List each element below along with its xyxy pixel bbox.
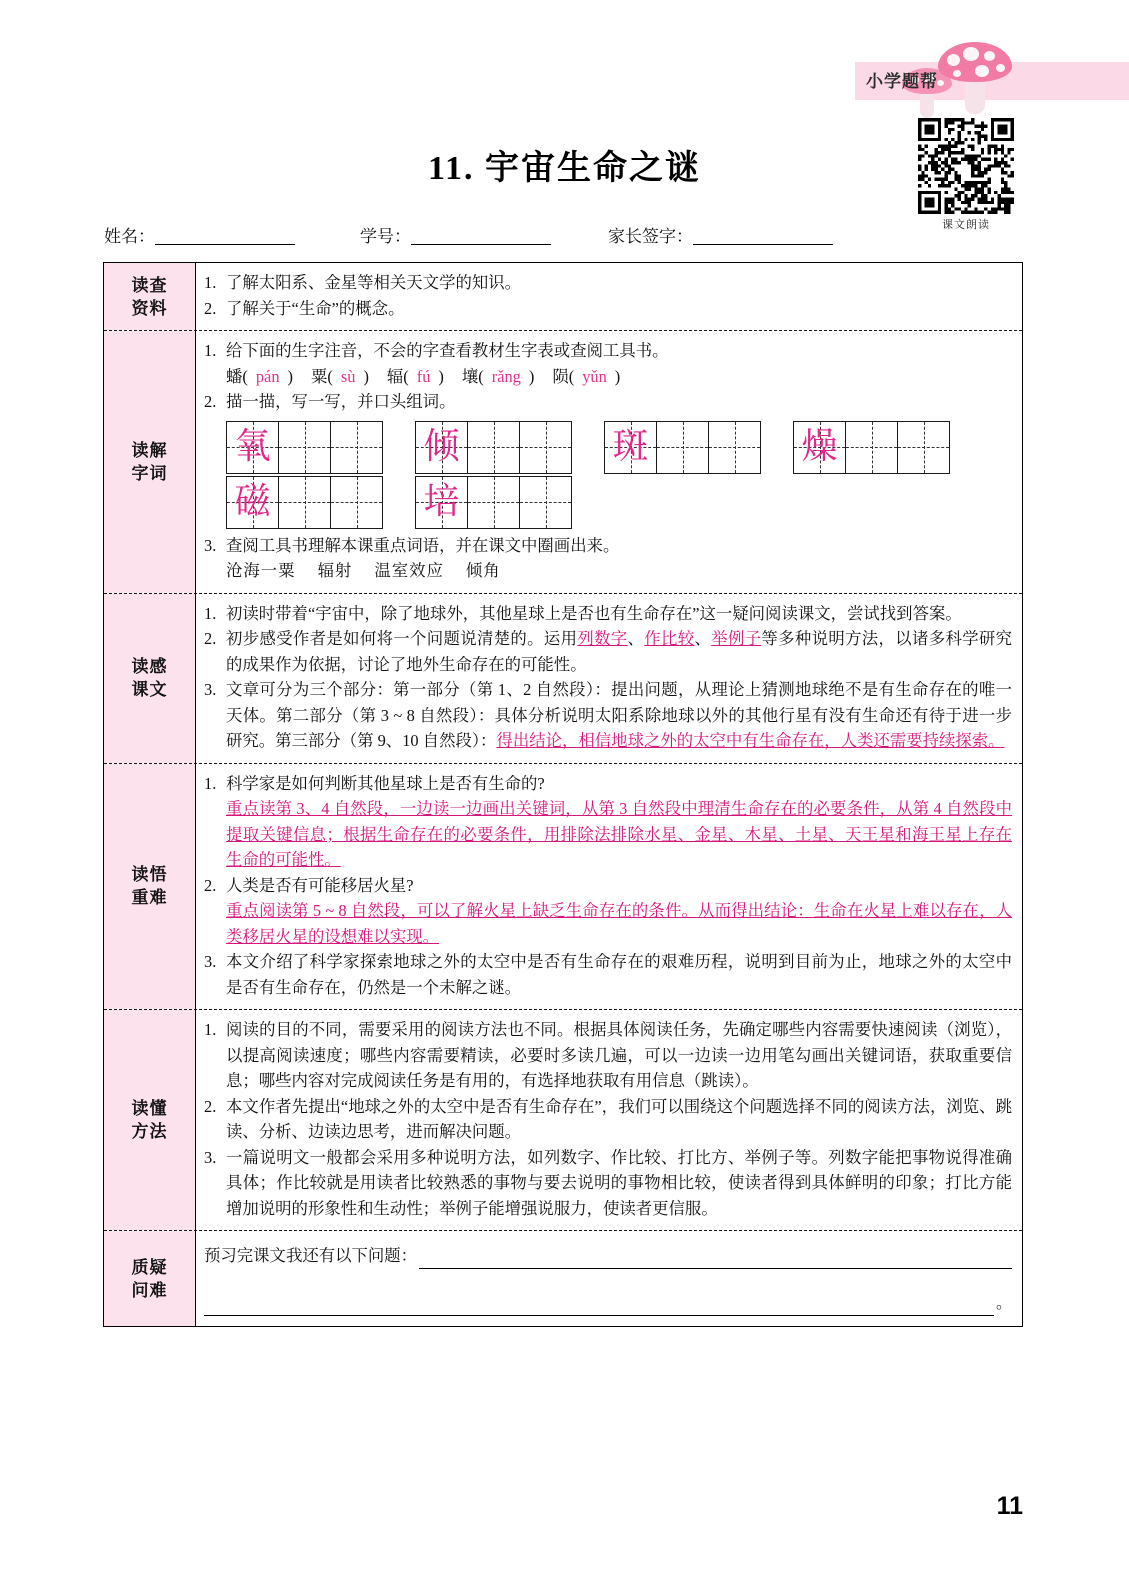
keyword-separator: 、 xyxy=(627,629,645,648)
section-label-line2: 方法 xyxy=(131,1122,168,1141)
section-label-key-points xyxy=(104,764,196,1010)
section-row-key-points xyxy=(104,764,1022,1011)
parent-signature-blank[interactable] xyxy=(693,227,833,245)
section-row-vocabulary xyxy=(104,331,1022,594)
handwritten-answer: 得出结论，相信地球之外的太空中有生命存在，人类还需要持续探索。 xyxy=(496,731,1005,750)
list-item xyxy=(204,873,1012,899)
section-body-read-research xyxy=(196,263,1022,330)
qr-code-caption: 课文朗读 xyxy=(942,219,990,231)
item-number: 1. xyxy=(204,273,217,292)
pinyin-answer: sù xyxy=(340,366,356,386)
character-grid-cell-empty[interactable] xyxy=(708,421,761,474)
character-grid-cell-filled[interactable] xyxy=(793,421,846,474)
pinyin-item[interactable] xyxy=(226,367,293,386)
pinyin-character: 蟠 xyxy=(226,366,243,386)
section-label-line1: 读懂 xyxy=(131,1099,168,1118)
section-label-line2: 课文 xyxy=(131,680,168,699)
pinyin-item[interactable] xyxy=(462,367,534,386)
list-item xyxy=(204,389,1012,415)
section-row-comprehension xyxy=(104,594,1022,764)
item-number: 3. xyxy=(204,1147,217,1167)
item-number: 2. xyxy=(204,392,217,411)
item-number: 3. xyxy=(204,952,217,971)
character-grid-cell-empty[interactable] xyxy=(278,476,331,529)
character-grid-group[interactable] xyxy=(793,421,950,474)
section-label-line1: 读悟 xyxy=(131,865,168,885)
pinyin-paren-open: ( xyxy=(568,366,575,386)
item-text: 本文作者先提出“地球之外的太空中是否有生命存在”，我们可以围绕这个问题选择不同的阅读方法，浏览、跳读、分析、边读边思考，进而解决问题。 xyxy=(226,1096,1012,1141)
section-label-vocabulary xyxy=(104,331,196,593)
section-label-line1: 质疑 xyxy=(131,1257,168,1277)
question-blank-line-1[interactable] xyxy=(419,1251,1012,1269)
item-number: 1. xyxy=(204,1020,217,1039)
character-grid-cell-empty[interactable] xyxy=(519,421,572,474)
section-body-methods xyxy=(196,1010,1022,1230)
key-word: 温室效应 xyxy=(374,561,444,580)
item-number: 3. xyxy=(204,535,217,555)
item-text: 初读时带着“宇宙中，除了地球外，其他星球上是否也有生命存在”这一疑问阅读课文，尝试找到答案。 xyxy=(226,603,962,623)
question-end-period: 。 xyxy=(995,1294,1012,1312)
item-text: 人类是否有可能移居火星? xyxy=(226,875,414,895)
pinyin-paren-open: ( xyxy=(478,366,484,386)
pinyin-paren-open: ( xyxy=(327,366,333,386)
item-text: 一篇说明文一般都会采用多种说明方法，如列数字、作比较、打比方、举例子等。列数字能把事物说得准确具体；作比较就是用读者比较熟悉的事物与要去说明的事物相比较，使读者得到具体鲜明的印象；打比方能增加说明的形象性和生动性；举例子能增强说服力，使读者更信服。 xyxy=(226,1147,1012,1218)
pinyin-character: 粟 xyxy=(311,366,328,386)
list-item xyxy=(204,771,1012,797)
character-grid-group[interactable] xyxy=(604,421,761,474)
item-text-part-a: 初步感受作者是如何将一个问题说清楚的。运用 xyxy=(226,629,578,648)
item-number: 1. xyxy=(204,603,217,623)
item-text: 给下面的生字注音，不会的字查看教材生字表或查阅工具书。 xyxy=(226,341,669,360)
pinyin-answer: rǎng xyxy=(491,366,521,386)
list-item xyxy=(204,677,1012,754)
character-grid-cell-filled[interactable] xyxy=(226,421,279,474)
item-text: 科学家是如何判断其他星球上是否有生命的? xyxy=(226,773,545,793)
key-word-list xyxy=(226,558,1012,584)
character-practice-grids[interactable] xyxy=(226,421,1012,529)
character-grid-cell-empty[interactable] xyxy=(278,421,331,474)
section-label-questions xyxy=(104,1231,196,1326)
list-item xyxy=(204,338,1012,364)
section-label-line2: 资料 xyxy=(131,298,168,318)
list-item xyxy=(204,1145,1012,1222)
section-row-read-research xyxy=(104,263,1022,331)
pinyin-paren-close: ) xyxy=(438,366,444,386)
pinyin-paren-open: ( xyxy=(242,366,248,386)
section-label-line1: 读解 xyxy=(131,440,168,460)
key-word: 倾角 xyxy=(465,561,501,580)
character-glyph: 斑 xyxy=(612,426,649,467)
character-grid-cell-filled[interactable] xyxy=(226,476,279,529)
pinyin-item[interactable] xyxy=(311,367,369,386)
worksheet-table xyxy=(103,262,1023,1327)
character-grid-cell-empty[interactable] xyxy=(519,476,572,529)
question-prompt-line xyxy=(204,1243,1012,1269)
section-label-line1: 读查 xyxy=(131,275,168,295)
brand-label: 小学题帮 xyxy=(866,72,938,91)
item-text: 查阅工具书理解本课重点词语，并在课文中圈画出来。 xyxy=(226,535,620,555)
name-label: 姓名： xyxy=(104,227,155,246)
character-grid-cell-empty[interactable] xyxy=(656,421,709,474)
character-grid-cell-filled[interactable] xyxy=(415,476,468,529)
list-item xyxy=(204,270,1012,296)
pinyin-paren-open: ( xyxy=(403,366,409,386)
item-text xyxy=(226,626,1012,677)
character-glyph: 氧 xyxy=(234,426,271,467)
list-item xyxy=(204,1017,1012,1094)
student-id-field[interactable] xyxy=(360,222,551,247)
question-blank-line-2[interactable] xyxy=(204,1298,994,1316)
character-grid-cell-empty[interactable] xyxy=(845,421,898,474)
item-text xyxy=(226,677,1012,754)
answer-item xyxy=(204,796,1012,873)
character-grid-row-2[interactable] xyxy=(226,476,1012,529)
character-grid-group[interactable] xyxy=(415,421,572,474)
section-label-line2: 问难 xyxy=(131,1280,168,1300)
item-text-body: 文章可分为三个部分：第一部分（第 1、2 自然段）：提出问题，从理论上猜测地球绝不是有生命存在的唯一天体。第二部分（第 3 ~ 8 自然段）：具体分析说明太阳系除地球以外的其他行星有没有生命还有待于进一步研究。第三部分（第 9、10 自然段）： xyxy=(226,680,1012,750)
pinyin-answer: yǔn xyxy=(582,366,607,386)
item-number: 1. xyxy=(204,773,217,793)
question-prompt: 预习完课文我还有以下问题： xyxy=(204,1246,418,1265)
keyword-examples: 举例子 xyxy=(711,629,762,648)
question-answer-line-2 xyxy=(204,1291,1012,1317)
section-body-questions xyxy=(196,1231,1022,1326)
pinyin-paren-close: ) xyxy=(363,366,369,386)
item-text: 了解太阳系、金星等相关天文学的知识。 xyxy=(226,273,522,292)
parent-signature-field[interactable] xyxy=(608,222,833,247)
student-id-label: 学号： xyxy=(360,227,411,246)
section-row-questions xyxy=(104,1231,1022,1326)
list-item xyxy=(204,533,1012,559)
list-item xyxy=(204,626,1012,677)
character-grid-cell-empty[interactable] xyxy=(330,476,383,529)
list-item xyxy=(204,1094,1012,1145)
name-blank[interactable] xyxy=(155,227,295,245)
character-grid-group[interactable] xyxy=(415,476,572,529)
pinyin-answer: fú xyxy=(416,366,431,386)
pinyin-paren-close: ) xyxy=(528,366,535,386)
pinyin-answer: pán xyxy=(255,366,280,386)
pinyin-item[interactable] xyxy=(552,367,620,386)
character-glyph: 倾 xyxy=(423,426,460,467)
answer-item xyxy=(204,898,1012,949)
character-grid-cell-empty[interactable] xyxy=(330,421,383,474)
item-number: 2. xyxy=(204,629,217,648)
list-item xyxy=(204,949,1012,1000)
list-item xyxy=(204,601,1012,627)
pinyin-exercise-row[interactable] xyxy=(226,364,1012,390)
student-info-row xyxy=(104,222,1004,250)
item-text: 本文介绍了科学家探索地球之外的太空中是否有生命存在的艰难历程，说明到目前为止，地球之外的太空中是否有生命存在，仍然是一个未解之谜。 xyxy=(226,952,1012,997)
name-field[interactable] xyxy=(104,222,295,247)
character-grid-cell-empty[interactable] xyxy=(467,476,520,529)
handwritten-answer: 重点阅读第 5 ~ 8 自然段，可以了解火星上缺乏生命存在的条件。从而得出结论：生命在火星上难以存在，人类移居火星的设想难以实现。 xyxy=(226,901,1012,946)
student-id-blank[interactable] xyxy=(411,227,551,245)
section-row-methods xyxy=(104,1010,1022,1231)
keyword-separator: 、 xyxy=(694,629,712,648)
character-grid-group[interactable] xyxy=(226,476,383,529)
parent-signature-label: 家长签字： xyxy=(608,227,693,246)
item-text-part-b: 等多种说明方法，以诸多科学研究的成果作为依据，讨论了地外生命存在的可能性。 xyxy=(226,629,1013,674)
item-number: 2. xyxy=(204,298,217,318)
section-body-comprehension xyxy=(196,594,1022,763)
item-text: 阅读的目的不同，需要采用的阅读方法也不同。根据具体阅读任务，先确定哪些内容需要快速阅读（浏览），以提高阅读速度；哪些内容需要精读，必要时多读几遍，可以一边读一边用笔勾画出关键词语，获取重要信息；哪些内容对完成阅读任务是有用的，有选择地获取有用信息（跳读）。 xyxy=(226,1020,1012,1090)
character-grid-group[interactable] xyxy=(226,421,383,474)
item-number: 2. xyxy=(204,1096,217,1116)
pinyin-character: 壤 xyxy=(461,366,479,386)
item-text: 描一描，写一写，并口头组词。 xyxy=(226,392,456,411)
section-label-line2: 重难 xyxy=(131,888,168,908)
keyword-comparison: 作比较 xyxy=(644,629,695,648)
page-number: 11 xyxy=(996,1492,1023,1520)
section-label-line2: 字词 xyxy=(131,463,168,483)
character-grid-cell-empty[interactable] xyxy=(467,421,520,474)
character-grid-cell-filled[interactable] xyxy=(604,421,657,474)
page-title: 11. 宇宙生命之谜 xyxy=(427,150,702,187)
character-grid-cell-filled[interactable] xyxy=(415,421,468,474)
keyword-list-numbers: 列数字 xyxy=(577,629,628,648)
section-body-key-points xyxy=(196,764,1022,1010)
pinyin-paren-close: ) xyxy=(287,366,293,386)
section-label-read-research xyxy=(104,263,196,330)
character-glyph: 燥 xyxy=(801,426,838,467)
section-label-comprehension xyxy=(104,594,196,763)
section-body-vocabulary xyxy=(196,331,1022,593)
key-word: 辐射 xyxy=(317,561,353,580)
pinyin-paren-close: ) xyxy=(614,366,621,386)
pinyin-item[interactable] xyxy=(387,367,444,386)
pinyin-character: 辐 xyxy=(386,366,404,386)
item-text: 了解关于“生命”的概念。 xyxy=(226,298,405,318)
item-number: 3. xyxy=(204,680,217,699)
key-word: 沧海一粟 xyxy=(226,561,296,580)
list-item xyxy=(204,296,1012,322)
character-grid-row-1[interactable] xyxy=(226,421,1012,474)
section-label-line1: 读感 xyxy=(131,657,168,676)
character-grid-cell-empty[interactable] xyxy=(897,421,950,474)
handwritten-answer: 重点读第 3、4 自然段，一边读一边画出关键词，从第 3 自然段中理清生命存在的必要条件，从第 4 自然段中提取关键信息；根据生命存在的必要条件，用排除法排除水星、金星、木星、土星、天王星和海王星上存在生命的可能性。 xyxy=(226,799,1012,869)
section-label-methods xyxy=(104,1010,196,1230)
character-glyph: 磁 xyxy=(234,481,271,522)
item-number: 2. xyxy=(204,875,217,895)
item-number: 1. xyxy=(204,341,217,360)
pinyin-character: 陨 xyxy=(552,366,569,386)
character-glyph: 培 xyxy=(423,481,460,522)
